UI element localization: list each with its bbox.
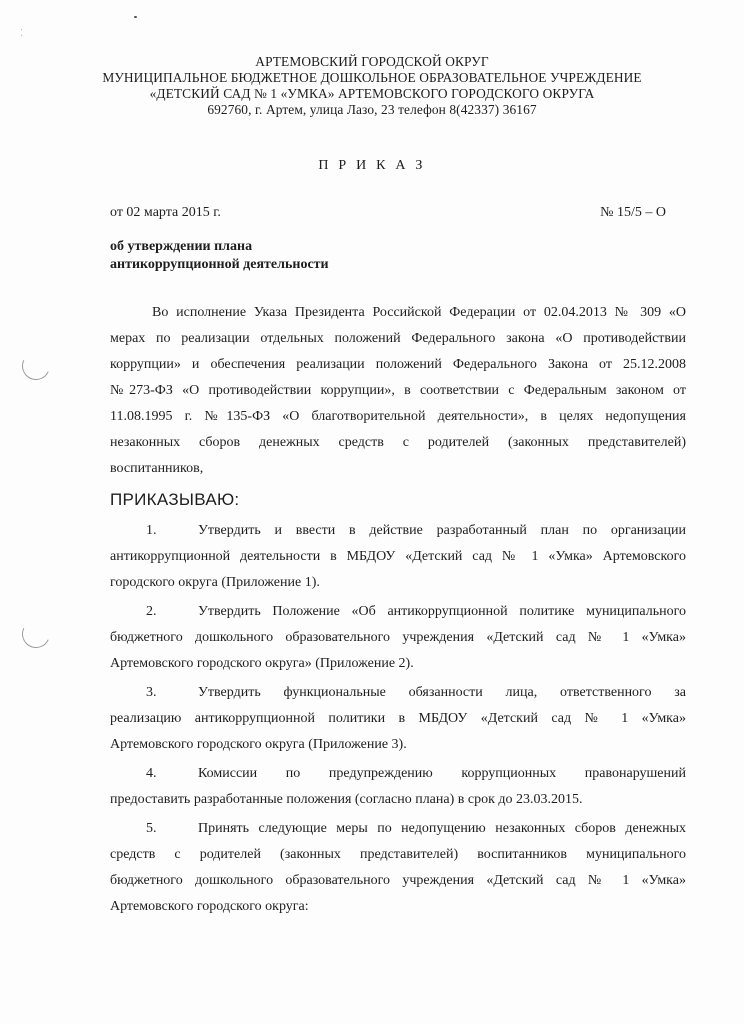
order-subject	[110, 238, 329, 274]
text-line: антикоррупционной деятельности в МБДОУ «Детский сад № 1 «Умка» Артемовского	[110, 549, 686, 564]
order-item	[110, 680, 686, 758]
text-line: бюджетного дошкольного образовательного учреждения «Детский сад № 1 «Умка»	[110, 630, 686, 645]
item-number: 1.	[146, 523, 157, 538]
text-line: Артемовского городского округа» (Приложение 2).	[110, 656, 414, 671]
text-line: городского округа (Приложение 1).	[110, 575, 320, 590]
header-district: АРТЕМОВСКИЙ ГОРОДСКОЙ ОКРУГ	[255, 54, 489, 69]
text-line: реализацию антикоррупционной политики в МБДОУ «Детский сад № 1 «Умка»	[110, 711, 686, 726]
subject-line: антикоррупционной деятельности	[110, 257, 329, 272]
text-line: мерах по реализации отдельных положений Федерального закона «О противодействии	[110, 331, 686, 346]
text-line: Артемовского городского округа (Приложение 3).	[110, 737, 407, 752]
order-item	[110, 518, 686, 596]
text-line: 11.08.1995 г. №135-ФЗ «О благотворительной деятельности», в целях недопущения	[110, 409, 686, 424]
item-number: 5.	[146, 821, 157, 836]
header-institution-type: МУНИЦИПАЛЬНОЕ БЮДЖЕТНОЕ ДОШКОЛЬНОЕ ОБРАЗОВАТЕЛЬНОЕ УЧРЕЖДЕНИЕ	[102, 70, 642, 85]
order-item	[110, 816, 686, 920]
text-line: №273-ФЗ «О противодействии коррупции», в соответствии с Федеральным законом от	[110, 383, 686, 398]
text-line: Артемовского городского округа:	[110, 899, 309, 914]
text-line: воспитанников,	[110, 461, 204, 476]
item-number: 2.	[146, 604, 157, 619]
text-line: Утвердить функциональные обязанности лица, ответственного за	[198, 685, 686, 700]
preamble-paragraph	[110, 300, 686, 482]
punch-hole-mark	[18, 616, 54, 652]
order-directive-heading: ПРИКАЗЫВАЮ:	[110, 490, 240, 509]
scan-speck	[134, 16, 137, 18]
document-title: П Р И К А З	[318, 158, 426, 173]
text-line: предоставить разработанные положения (согласно плана) в срок до 23.03.2015.	[110, 792, 583, 807]
order-item	[110, 761, 686, 813]
subject-line: об утверждении плана	[110, 239, 253, 254]
text-line: коррупции» и обеспечения реализации положений Федерального Закона от 25.12.2008	[110, 357, 686, 372]
text-line: средств с родителей (законных представителей) воспитанников муниципального	[110, 847, 686, 862]
punch-hole-mark	[18, 348, 54, 384]
text-line: бюджетного дошкольного образовательного учреждения «Детский сад № 1 «Умка»	[110, 873, 686, 888]
text-line: Во исполнение Указа Президента Российской Федерации от 02.04.2013 № 309 «О	[152, 305, 686, 320]
text-line: Утвердить Положение «Об антикоррупционной политике муниципального	[198, 604, 686, 619]
order-items-list	[110, 518, 686, 923]
document-header	[60, 54, 684, 118]
order-date: от 02 марта 2015 г.	[110, 205, 221, 220]
order-item	[110, 599, 686, 677]
header-institution-name: «ДЕТСКИЙ САД № 1 «УМКА» АРТЕМОВСКОГО ГОРОДСКОГО ОКРУГА	[149, 86, 595, 101]
order-number: № 15/5 – О	[600, 205, 666, 220]
text-line: незаконных сборов денежных средств с родителей (законных представителей)	[110, 435, 686, 450]
text-line: Комиссии по предупреждению коррупционных правонарушений	[198, 766, 686, 781]
text-line: Принять следующие меры по недопущению незаконных сборов денежных	[198, 821, 686, 836]
header-address: 692760, г. Артем, улица Лазо, 23 телефон 8(42337) 36167	[207, 102, 537, 117]
item-number: 4.	[146, 766, 157, 781]
text-line: Утвердить и ввести в действие разработанный план по организации	[198, 523, 686, 538]
scan-mark: ⁚	[20, 28, 24, 39]
item-number: 3.	[146, 685, 157, 700]
